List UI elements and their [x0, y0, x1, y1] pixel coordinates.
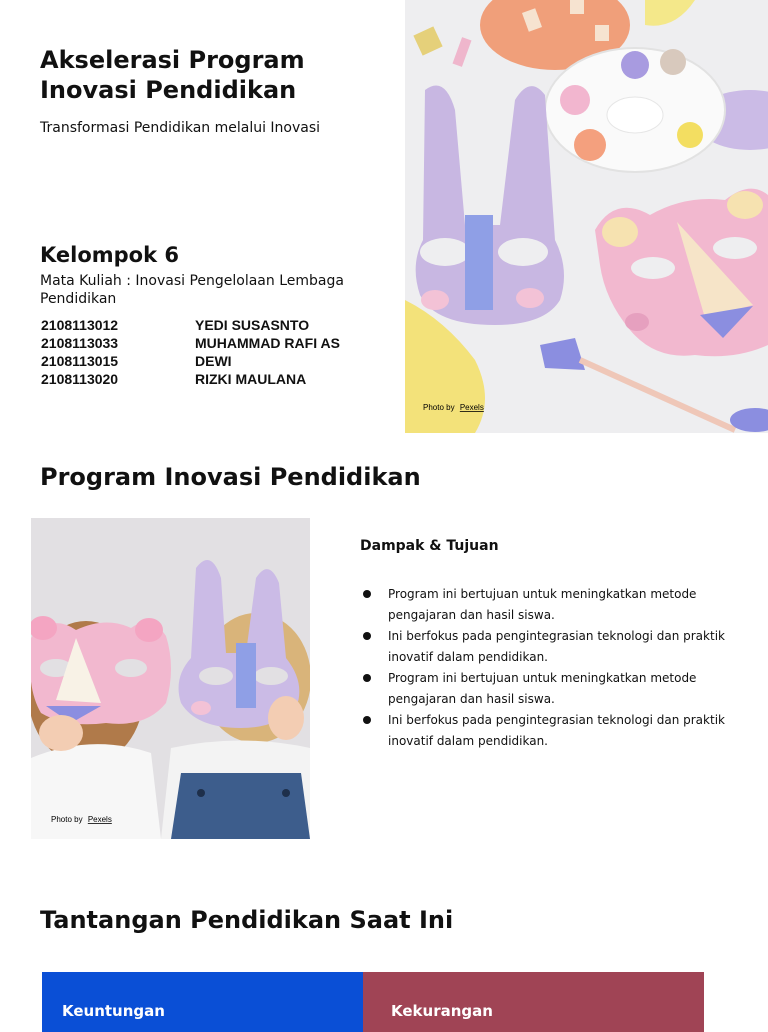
- impact-bullet-list: [360, 584, 730, 752]
- page-subtitle: Transformasi Pendidikan melalui Inovasi: [40, 120, 321, 136]
- member-name: MUHAMMAD RAFI AS: [195, 335, 340, 351]
- photo-credit-link[interactable]: Pexels: [87, 815, 112, 824]
- list-item: Program ini bertujuan untuk meningkatkan metode pengajaran dan hasil siswa.: [360, 668, 730, 710]
- advantages-label: Keuntungan: [62, 1002, 165, 1020]
- hero-photo-masks: [405, 0, 768, 433]
- member-row: [41, 370, 371, 388]
- member-id: 2108113020: [41, 371, 119, 387]
- photo-credit: [51, 815, 112, 824]
- member-name: RIZKI MAULANA: [195, 371, 307, 387]
- children-masks-photo: [31, 518, 310, 839]
- list-item: Ini berfokus pada pengintegrasian teknologi dan praktik inovatif dalam pendidikan.: [360, 626, 730, 668]
- member-row: [41, 316, 371, 334]
- member-id: 2108113033: [41, 335, 119, 351]
- impact-title: Dampak & Tujuan: [360, 538, 499, 554]
- list-item: Program ini bertujuan untuk meningkatkan metode pengajaran dan hasil siswa.: [360, 584, 730, 626]
- disadvantages-label: Kekurangan: [391, 1002, 493, 1020]
- page-title-line-2: Inovasi Pendidikan: [40, 76, 297, 104]
- list-item: Ini berfokus pada pengintegrasian teknologi dan praktik inovatif dalam pendidikan.: [360, 710, 730, 752]
- photo-credit-prefix: Photo by: [51, 815, 83, 824]
- photo-credit: [423, 403, 484, 412]
- photo-credit-link[interactable]: Pexels: [459, 403, 484, 412]
- page-title-line-1: Akselerasi Program: [40, 46, 305, 74]
- member-row: [41, 352, 371, 370]
- program-section-title: Program Inovasi Pendidikan: [40, 463, 421, 491]
- page-title: [40, 45, 380, 105]
- photo-credit-prefix: Photo by: [423, 403, 455, 412]
- advantages-panel: [42, 972, 363, 1032]
- group-title: Kelompok 6: [40, 243, 180, 267]
- disadvantages-panel: [363, 972, 704, 1032]
- member-row: [41, 334, 371, 352]
- member-id: 2108113012: [41, 317, 119, 333]
- course-name: Mata Kuliah : Inovasi Pengelolaan Lembaga Pendidikan: [40, 273, 344, 307]
- member-name: DEWI: [195, 353, 232, 369]
- member-id: 2108113015: [41, 353, 119, 369]
- member-name: YEDI SUSASNTO: [195, 317, 310, 333]
- challenges-section-title: Tantangan Pendidikan Saat Ini: [40, 906, 454, 934]
- member-list: [41, 316, 371, 388]
